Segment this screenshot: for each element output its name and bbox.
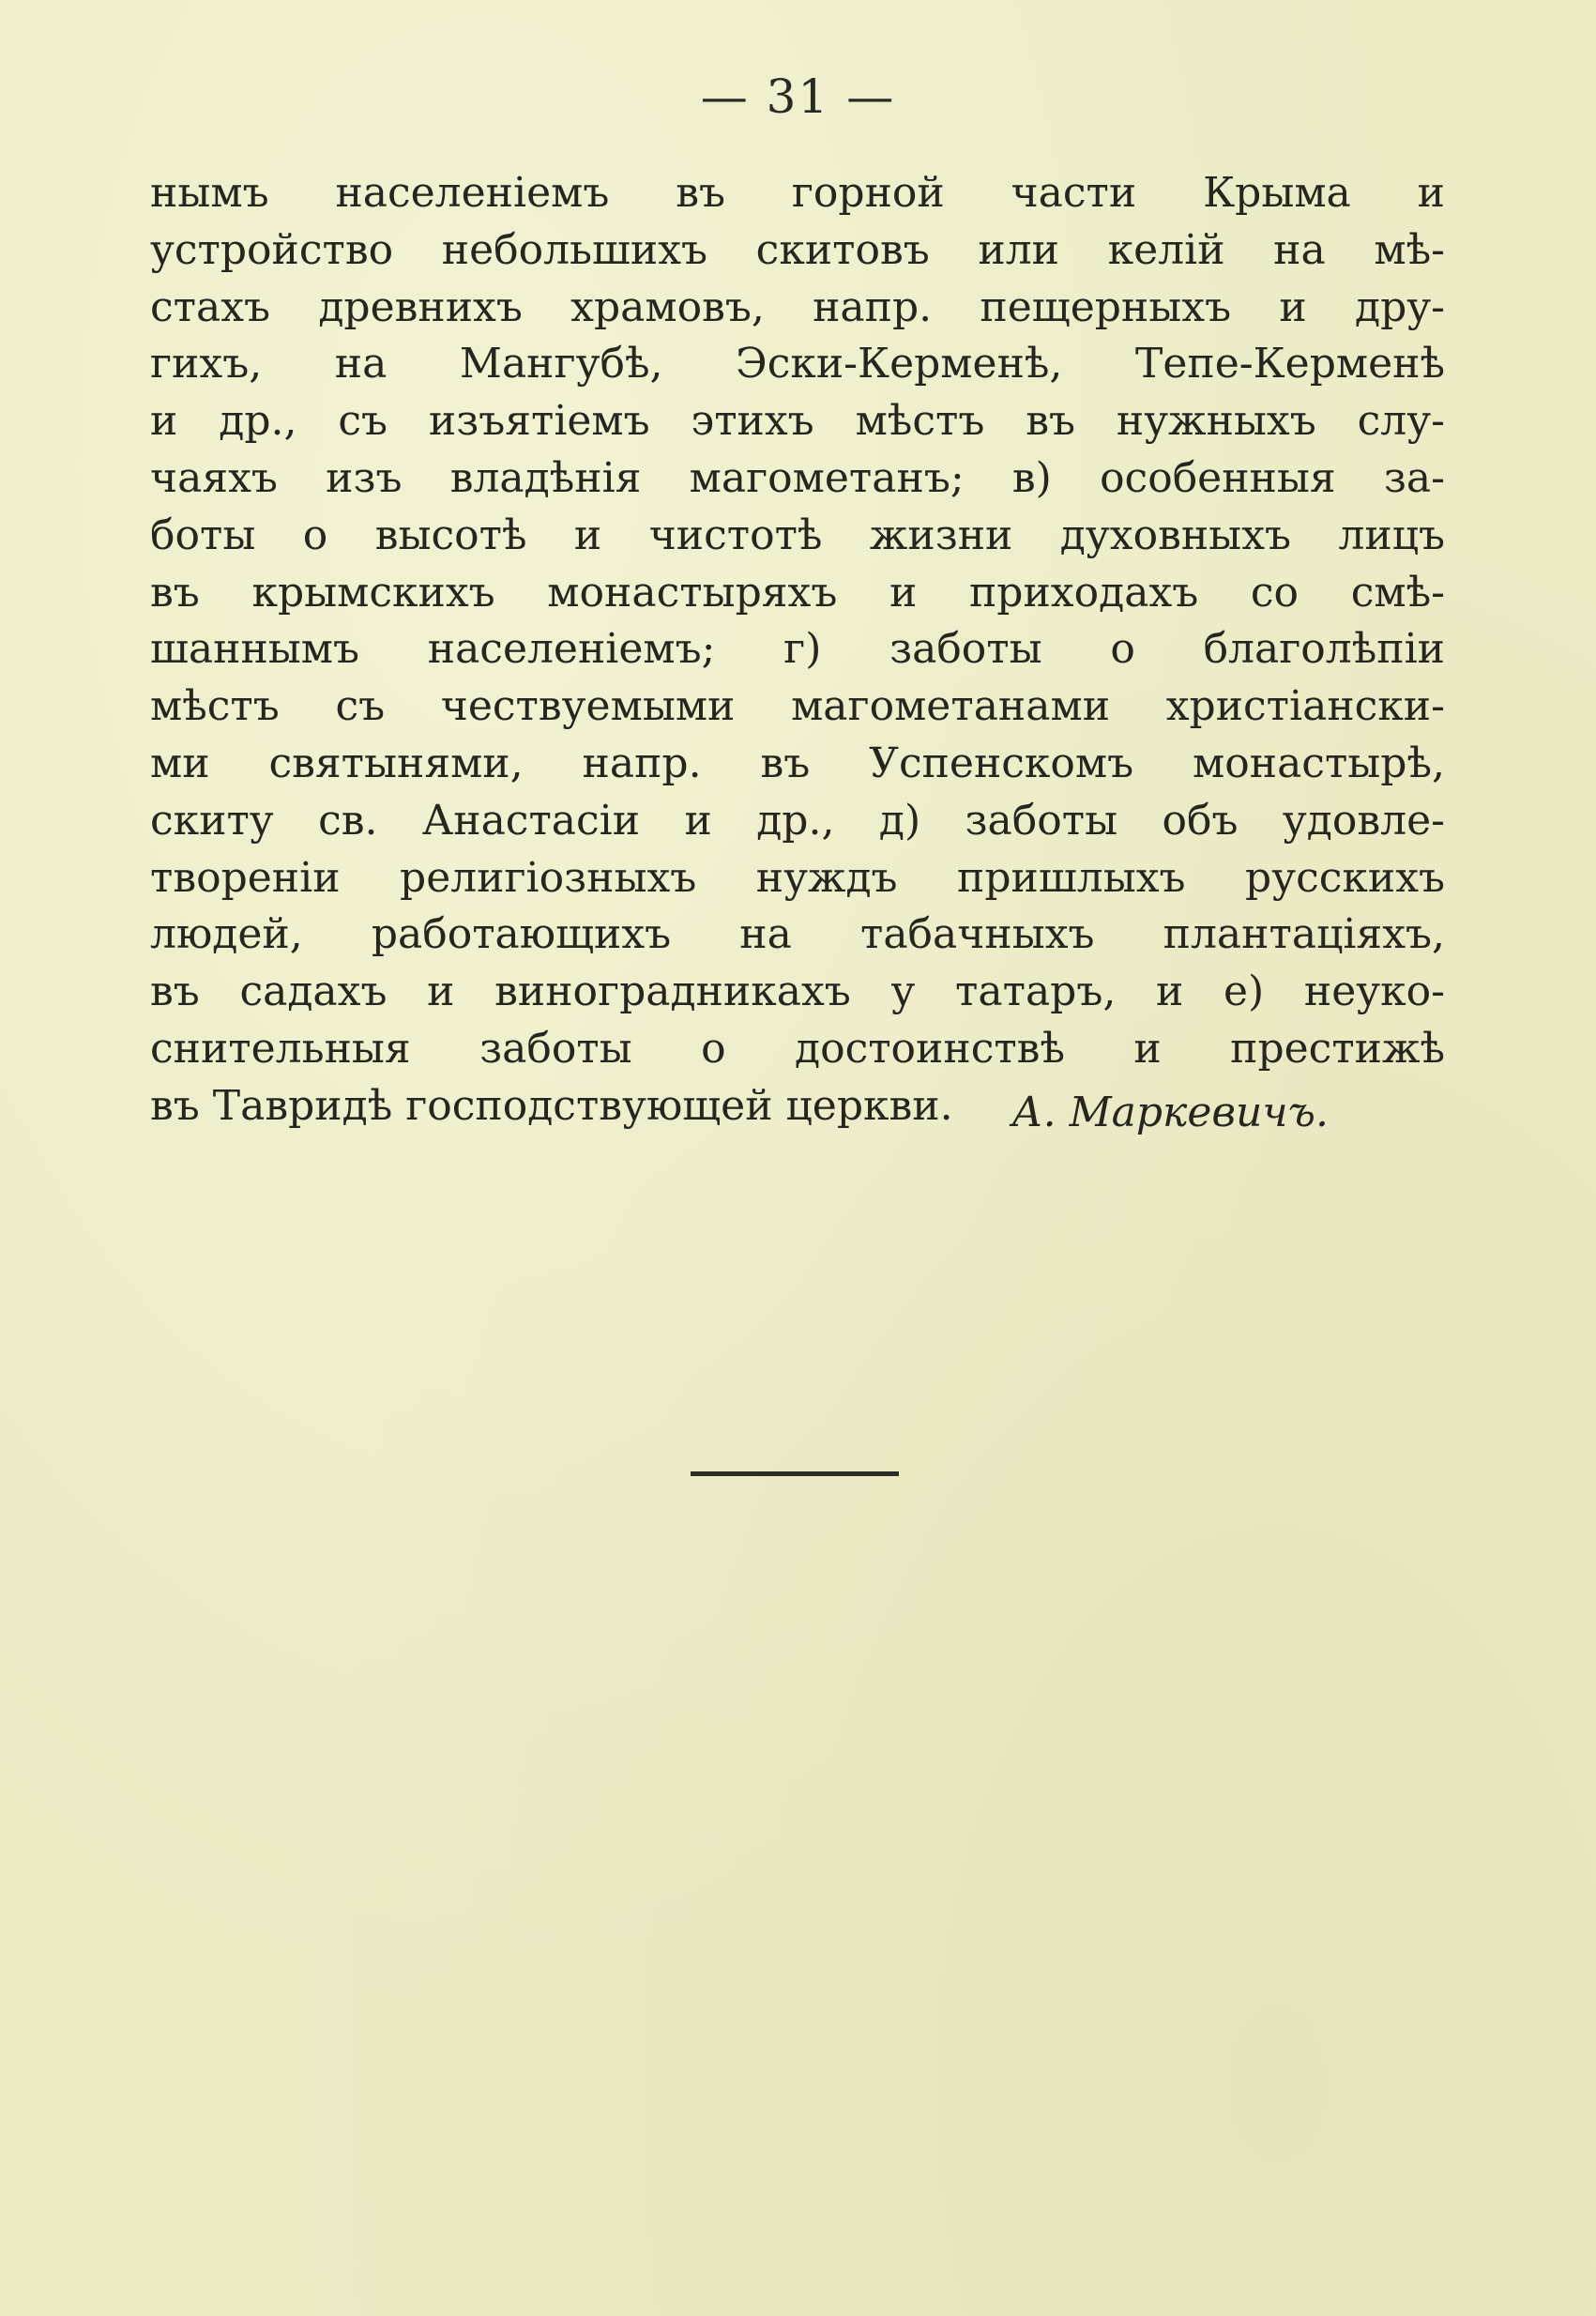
text-line-last: въ Тавридѣ господствующей церкви. [150,1081,953,1130]
text-line: скиту св. Анастасіи и др., д) заботы объ удовле- [150,796,1445,845]
text-line: нымъ населеніемъ въ горной части Крыма и [150,169,1445,217]
text-line: въ садахъ и виноградникахъ у татаръ, и е) неуко- [150,968,1445,1016]
text-line: твореніи религіозныхъ нуждъ пришлыхъ русскихъ [150,853,1445,902]
text-line: и др., съ изъятіемъ этихъ мѣстъ въ нужныхъ слу- [150,397,1445,446]
text-line: ми святынями, напр. въ Успенскомъ монастырѣ, [150,739,1445,787]
body-text [150,165,1445,1135]
text-line: въ крымскихъ монастыряхъ и приходахъ со смѣ- [150,568,1445,617]
text-line: шаннымъ населеніемъ; г) заботы о благолѣпіи [150,625,1445,674]
text-line: снительныя заботы о достоинствѣ и престижѣ [150,1024,1445,1073]
page-number: — 31 — [700,69,896,124]
section-divider [691,1471,899,1476]
author-signature: А. Маркевичъ. [1011,1089,1329,1136]
text-line: чаяхъ изъ владѣнія магометанъ; в) особенныя за- [150,453,1445,502]
text-line: устройство небольшихъ скитовъ или келій на мѣ- [150,225,1445,274]
text-line: боты о высотѣ и чистотѣ жизни духовныхъ лицъ [150,510,1445,559]
text-line: гихъ, на Мангубѣ, Эски-Керменѣ, Тепе-Керменѣ [150,340,1445,389]
text-line: мѣстъ съ чествуемыми магометанами христіански- [150,682,1445,731]
text-line: людей, работающихъ на табачныхъ плантаціяхъ, [150,910,1445,959]
text-line: стахъ древнихъ храмовъ, напр. пещерныхъ и дру- [150,282,1445,331]
